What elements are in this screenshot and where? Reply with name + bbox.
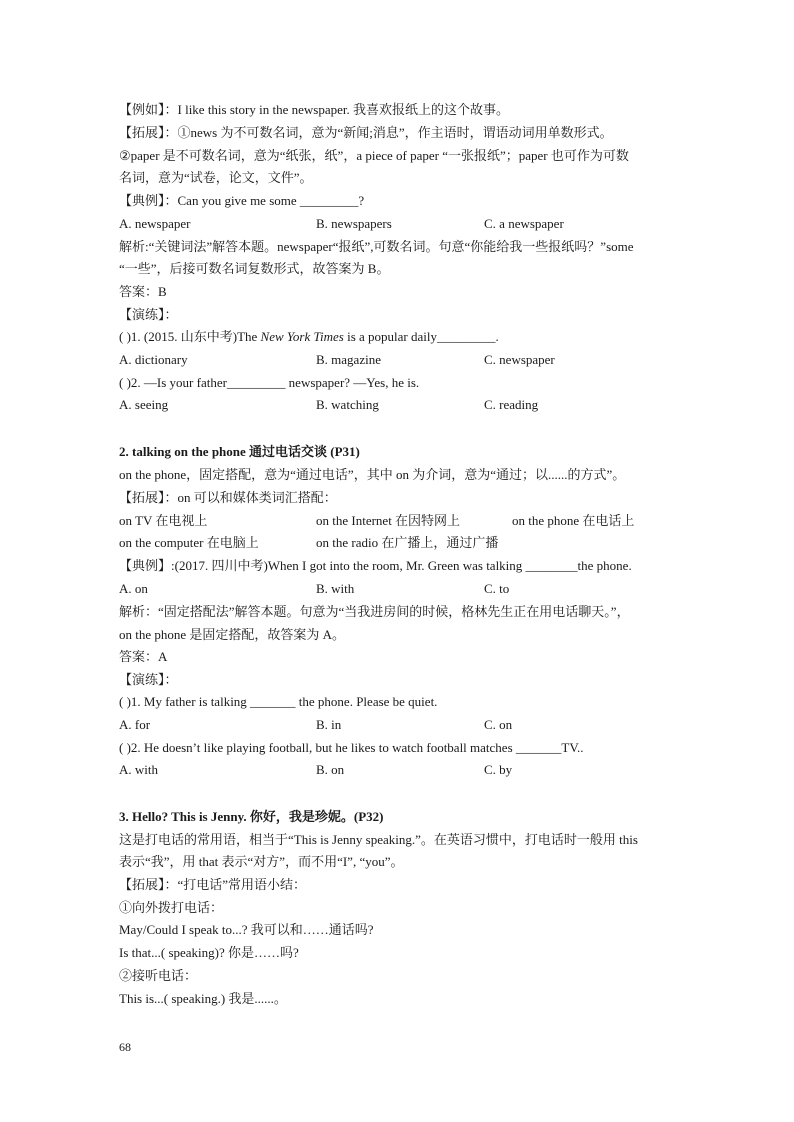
typical-example-question: 【典例】：Can you give me some _________? bbox=[119, 193, 365, 208]
option-b: B. newspapers bbox=[316, 216, 392, 231]
collocation: on the computer 在电脑上 bbox=[119, 535, 259, 550]
answer: 答案：A bbox=[119, 649, 168, 664]
practice-label: 【演练】： bbox=[119, 307, 178, 322]
extension-note-2a: ②paper 是不可数名词，意为“纸张，纸”，a piece of paper “一张报纸”；paper 也可作为可数 bbox=[119, 148, 629, 163]
option-b: B. in bbox=[316, 717, 342, 732]
option-b: B. magazine bbox=[316, 352, 381, 367]
practice-label: 【演练】： bbox=[119, 672, 178, 687]
option-c: C. on bbox=[484, 717, 513, 732]
option-a: A. with bbox=[119, 762, 158, 777]
extension-note: 【拓展】：on 可以和媒体类词汇搭配： bbox=[119, 490, 337, 505]
extension-note-2b: 名词，意为“试卷，论文，文件”。 bbox=[119, 170, 313, 185]
option-b: B. with bbox=[316, 581, 355, 596]
collocation: on TV 在电视上 bbox=[119, 513, 208, 528]
typical-example-question: 【典例】:(2017. 四川中考)When I got into the room, Mr. Green was talking ________the phone. bbox=[119, 558, 632, 573]
analysis-line-1: 解析:“关键词法”解答本题。newspaper“报纸”,可数名词。句意“你能给我一些报纸吗？”some bbox=[119, 239, 634, 254]
analysis-line-2: on the phone 是固定搭配，故答案为 A。 bbox=[119, 627, 346, 642]
collocation: on the radio 在广播上，通过广播 bbox=[316, 535, 499, 550]
collocation: on the Internet 在因特网上 bbox=[316, 513, 461, 528]
q1-prefix: ( )1. (2015. 山东中考)The bbox=[119, 329, 261, 344]
example-sentence: 【例如】：I like this story in the newspaper. 我喜欢报纸上的这个故事。 bbox=[119, 102, 509, 117]
call-out-heading: ①向外拨打电话： bbox=[119, 900, 224, 915]
option-c: C. reading bbox=[484, 397, 539, 412]
description-line-1: 这是打电话的常用语，相当于“This is Jenny speaking.”。在英语习惯中，打电话时一般用 this bbox=[119, 832, 638, 847]
option-a: A. on bbox=[119, 581, 148, 596]
extension-note: 【拓展】：“打电话”常用语小结： bbox=[119, 877, 307, 892]
option-c: C. a newspaper bbox=[484, 216, 564, 231]
description-line-2: 表示“我”，用 that 表示“对方”，而不用“I”, “you”。 bbox=[119, 854, 404, 869]
analysis-line-1: 解析：“固定搭配法”解答本题。句意为“当我进房间的时候，格林先生正在用电话聊天。”， bbox=[119, 604, 630, 619]
option-c: C. to bbox=[484, 581, 510, 596]
phone-phrase: This is...( speaking.) 我是......。 bbox=[119, 991, 287, 1006]
page-number: 68 bbox=[119, 1040, 131, 1054]
phone-phrase: May/Could I speak to...? 我可以和……通话吗? bbox=[119, 922, 374, 937]
practice-question-2: ( )2. He doesn’t like playing football, but he likes to watch football matches _______TV.. bbox=[119, 740, 584, 755]
description: on the phone，固定搭配，意为“通过电话”，其中 on 为介词，意为“通过；以......的方式”。 bbox=[119, 467, 626, 482]
option-c: C. by bbox=[484, 762, 513, 777]
answer: 答案：B bbox=[119, 284, 167, 299]
practice-question-1 bbox=[119, 328, 499, 346]
analysis-line-2: “一些”，后接可数名词复数形式，故答案为 B。 bbox=[119, 261, 390, 276]
option-a: A. for bbox=[119, 717, 151, 732]
practice-question-2: ( )2. —Is your father_________ newspaper? —Yes, he is. bbox=[119, 375, 420, 390]
option-a: A. seeing bbox=[119, 397, 169, 412]
extension-note-1: 【拓展】：①news 为不可数名词，意为“新闻;消息”，作主语时，谓语动词用单数形式。 bbox=[119, 125, 613, 140]
option-b: B. watching bbox=[316, 397, 379, 412]
option-c: C. newspaper bbox=[484, 352, 555, 367]
option-a: A. newspaper bbox=[119, 216, 191, 231]
practice-question-1: ( )1. My father is talking _______ the phone. Please be quiet. bbox=[119, 694, 438, 709]
section-heading: 3. Hello? This is Jenny. 你好，我是珍妮。(P32) bbox=[119, 809, 384, 824]
collocation: on the phone 在电话上 bbox=[512, 513, 635, 528]
phone-phrase: Is that...( speaking)? 你是……吗? bbox=[119, 945, 299, 960]
section-heading: 2. talking on the phone 通过电话交谈 (P31) bbox=[119, 444, 360, 459]
q1-italic-title: New York Times bbox=[260, 329, 344, 344]
answer-call-heading: ②接听电话： bbox=[119, 968, 198, 983]
option-a: A. dictionary bbox=[119, 352, 188, 367]
option-b: B. on bbox=[316, 762, 345, 777]
q1-suffix: is a popular daily_________. bbox=[343, 329, 499, 344]
